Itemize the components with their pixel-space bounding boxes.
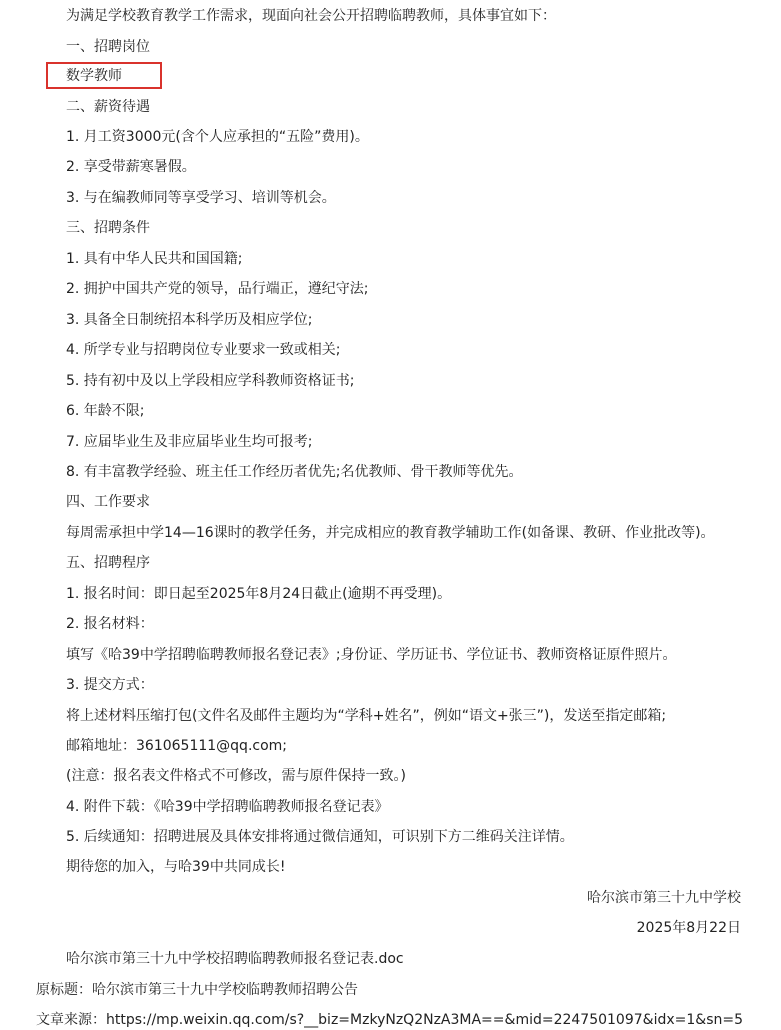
condition-item: 4. 所学专业与招聘岗位专业要求一致或相关; xyxy=(66,342,341,358)
section-title-conditions: 三、招聘条件 xyxy=(66,220,150,236)
condition-item: 6. 年龄不限; xyxy=(66,403,145,419)
attachment-link[interactable]: 哈尔滨市第三十九中学校招聘临聘教师报名登记表.doc xyxy=(66,951,404,967)
salary-item: 1. 月工资3000元(含个人应承担的“五险”费用)。 xyxy=(66,129,369,145)
condition-item: 1. 具有中华人民共和国国籍; xyxy=(66,251,243,267)
procedure-detail: 填写《哈39中学招聘临聘教师报名登记表》;身份证、学历证书、学位证书、教师资格证原件照片。 xyxy=(66,647,677,663)
salary-item: 3. 与在编教师同等享受学习、培训等机会。 xyxy=(66,190,336,206)
salary-item: 2. 享受带薪寒暑假。 xyxy=(66,159,196,175)
intro-text: 为满足学校教育教学工作需求，现面向社会公开招聘临聘教师，具体事宜如下： xyxy=(66,8,556,24)
section-title-work: 四、工作要求 xyxy=(66,494,150,510)
date: 2025年8月22日 xyxy=(636,920,741,936)
section-title-procedure: 五、招聘程序 xyxy=(66,555,150,571)
condition-item: 5. 持有初中及以上学段相应学科教师资格证书; xyxy=(66,373,355,389)
email-address: 邮箱地址：361065111@qq.com; xyxy=(66,738,288,754)
work-requirement: 每周需承担中学14—16课时的教学任务，并完成相应的教育教学辅助工作(如备课、教研、作业批改等)。 xyxy=(66,525,715,541)
section-title-positions: 一、招聘岗位 xyxy=(66,39,150,55)
condition-item: 2. 拥护中国共产党的领导，品行端正，遵纪守法; xyxy=(66,281,369,297)
condition-item: 3. 具备全日制统招本科学历及相应学位; xyxy=(66,312,313,328)
procedure-item: 4. 附件下载：《哈39中学招聘临聘教师报名登记表》 xyxy=(66,799,389,815)
procedure-note: (注意：报名表文件格式不可修改，需与原件保持一致。) xyxy=(66,768,406,784)
original-title: 原标题：哈尔滨市第三十九中学校临聘教师招聘公告 xyxy=(36,982,358,998)
procedure-detail: 将上述材料压缩打包(文件名及邮件主题均为“学科+姓名”，例如“语文+张三”)，发送至指定邮箱; xyxy=(66,708,667,724)
condition-item: 7. 应届毕业生及非应届毕业生均可报考; xyxy=(66,434,313,450)
signature: 哈尔滨市第三十九中学校 xyxy=(587,890,741,906)
position-name: 数学教师 xyxy=(66,68,122,84)
closing-text: 期待您的加入，与哈39中共同成长! xyxy=(66,859,286,875)
procedure-item: 1. 报名时间：即日起至2025年8月24日截止(逾期不再受理)。 xyxy=(66,586,452,602)
procedure-item: 5. 后续通知：招聘进展及具体安排将通过微信通知，可识别下方二维码关注详情。 xyxy=(66,829,574,845)
condition-item: 8. 有丰富教学经验、班主任工作经历者优先;名优教师、骨干教师等优先。 xyxy=(66,464,523,480)
procedure-item: 2. 报名材料： xyxy=(66,616,154,632)
article-source: 文章来源：https://mp.weixin.qq.com/s?__biz=MzkyNzQ2NzA3MA==&mid=2247501097&idx=1&sn=5 xyxy=(36,1012,743,1028)
procedure-item: 3. 提交方式： xyxy=(66,677,154,693)
section-title-salary: 二、薪资待遇 xyxy=(66,99,150,115)
